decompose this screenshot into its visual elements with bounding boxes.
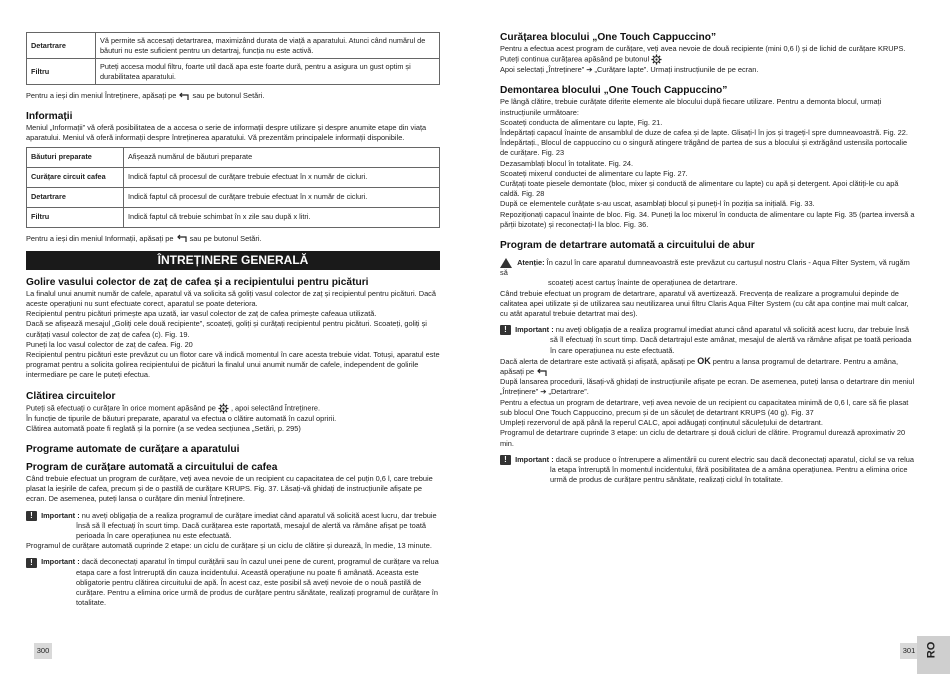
program-2etape: Programul de curățare automată cuprinde 2 etape: un ciclu de curățare și un ciclu de clătire și durează, în medie, 13 minute.: [26, 541, 432, 551]
gear-icon: [651, 54, 662, 65]
table-key: Detartrare: [27, 33, 96, 59]
table-value: Indică faptul că trebuie schimbat în x zile sau după x litri.: [124, 207, 440, 227]
exit-info-text: Pentru a ieși din meniul Informații, apăsați pe sau pe butonul Setări.: [26, 233, 262, 243]
clatirea-paragraph: Puteți să efectuați o curățare în orice moment apăsând pe , apoi selectând Întreținere.: [26, 403, 321, 413]
exit-maintenance-text: Pentru a ieși din meniul Întreținere, apăsați pe sau pe butonul Setări.: [26, 91, 265, 100]
important-exclamation-icon: !: [26, 558, 37, 568]
table-value: Afișează numărul de băuturi preparate: [124, 147, 440, 167]
gear-icon: [218, 403, 229, 414]
important-note-2: ! Important : dacă deconectați aparatul în timpul curățării sau în cazul unei pene de curent, programul de curățare va relua: [26, 557, 440, 567]
important-note-3: ! Important : nu aveți obligația de a realiza programul imediat atunci când aparatul vă solicită acest lucru, dar trebuie însă: [500, 325, 916, 335]
abur-paragraph: Pentru a efectua un program de detartrare, veți avea nevoie de un recipient cu capacitatea minimă de 0,6 l, care să fie plasat sub blocul One Touch Cappuccino, precum și de un săculeț de detartrant KRUPS (40 g). Fig. 37: [500, 397, 909, 417]
demontarea-step: După ce elementele curățate s-au uscat, asamblați blocul și puneți-l în poziția sa inițială. Fig. 33.: [500, 199, 815, 209]
important-note-3-rest: să îl efectuați în scurt timp. Dacă detartrajul este amânat, mesajul de alertă va rămâne afișat pe toată perioada în care operațiunea nu este efectuată.: [550, 335, 912, 355]
programe-title: Programe automate de curățare a aparatului: [26, 444, 240, 456]
clatirea-paragraph: În funcție de tipurile de băuturi preparate, aparatul va efectua o clătire automată în cazul opririi.: [26, 413, 337, 423]
right-page: [500, 0, 916, 485]
clatirea-title: Clătirea circuitelor: [26, 390, 116, 402]
table-value: Indică faptul că procesul de curățare trebuie efectuat în x număr de cicluri.: [124, 187, 440, 207]
table-key: Detartrare: [27, 187, 124, 207]
demontarea-title: Demontarea blocului „One Touch Cappuccino”: [500, 85, 728, 97]
golire-paragraph: Puneți la loc vasul colector de zaț de cafea. Fig. 20: [26, 339, 193, 349]
back-arrow-icon: [536, 368, 548, 377]
table-value: Indică faptul că procesul de curățare trebuie efectuat în x număr de cicluri.: [124, 167, 440, 187]
important-note-4: ! Important : dacă se produce o întrerupere a alimentării cu curent electric sau dacă deconectați aparatul, ciclul se va relua: [500, 455, 916, 465]
back-arrow-icon: [178, 92, 190, 101]
golire-paragraph: Recipientul pentru picături primește apa uzată, iar vasul colector de zaț de cafea primește cafeaua utilizată.: [26, 309, 377, 319]
language-tab: [917, 636, 950, 674]
important-exclamation-icon: !: [500, 455, 511, 465]
important-note-1-rest: însă să îl efectuați în scurt timp. Dacă curățarea este raportată, mesajul de alertă va rămâne afișat pe toată perioada în care operațiunea nu este efectuată.: [76, 520, 427, 541]
golire-title: Golire vasului colector de zaț de cafea și a recipientului pentru picături: [26, 276, 369, 288]
section-banner: ÎNTREȚINERE GENERALĂ: [26, 251, 440, 270]
warning-triangle-icon: [500, 258, 512, 268]
table-key: Curățare circuit cafea: [27, 167, 124, 187]
table-key: Filtru: [27, 59, 96, 85]
info-title: Informații: [26, 111, 73, 123]
cc-line: Apoi selectați „Întreținere” ➔ „Curățare lapte”. Urmați instrucțiunile de pe ecran.: [500, 65, 759, 75]
left-page: [26, 0, 440, 608]
info-menu-table: [26, 147, 440, 228]
ok-line: Dacă alerta de detartrare este activată și afișată, apăsați pe OK pentru a lansa programul de detartrare. Pentru a amâna, apăsați pe: [500, 355, 899, 377]
clatirea-paragraph: Clătirea automată poate fi reglată și la pornire (a se vedea secțiunea „Setări, p. 295): [26, 423, 301, 433]
abur-paragraph: Programul de detartrare cuprinde 3 etape: un ciclu de detartrare și două cicluri de clătire. Programul durează aproximativ 20 min.: [500, 428, 906, 448]
abur-paragraph: Umpleți rezervorul de apă până la reperul CALC, apoi adăugați conținutul săculețului de detartrant.: [500, 418, 823, 428]
demontarea-step: Îndepărtați., Blocul de cappuccino cu o singură atingere trăgând de partea de sus a blocului și extrăgând ustensila portocalie de curățare. Fig. 23: [500, 138, 908, 158]
cappuccino-clean-title: Curățarea blocului „One Touch Cappuccino”: [500, 32, 717, 43]
demontarea-step: Dezasamblați blocul în totalitate. Fig. 24.: [500, 158, 634, 168]
table-key: Filtru: [27, 207, 124, 227]
important-note-4-rest: la etapa întreruptă în momentul incidentului, fără posibilitatea de a amâna operațiunea. Pentru a elimina orice urmă de produs de curățare pentru sănătate, realizați ciclul în totalitate.: [550, 464, 908, 485]
table-key: Băuturi preparate: [27, 147, 124, 167]
info-text: Meniul „Informații” vă oferă posibilitatea de a accesa o serie de informații despre utilizare și despre anumite etape din viața aparatului. Meniul vă oferă informații despre întreținerea aparatului. Vă prezentăm principalele informații disponibile.: [26, 123, 427, 143]
important-exclamation-icon: !: [500, 325, 511, 335]
atentie-note: Atenție: În cazul în care aparatul dumneavoastră este prevăzut cu cartușul nostru Claris - Aqua Filter System, vă rugăm să: [500, 258, 910, 278]
program-cafea-paragraph: Când trebuie efectuat un program de curățare, veți avea nevoie de un recipient cu capacitatea de cel puțin 0,6 l, care trebuie plasat la ieșirile de cafea, precum și de o pastilă de curățare KRUPS. Fig. 37. Lăsați-vă ghidați de instrucțiunile afișate pe ecran. De asemenea, puteți lansa o curățare din meniul Întreținere.: [26, 474, 433, 504]
demontarea-step: Pe lângă clătire, trebuie curățate diferite elemente ale blocului după fiecare utilizare. Pentru a demonta blocul, urmați instrucțiunile următoare:: [500, 97, 882, 117]
abur-title: Program de detartrare automată a circuitului de abur: [500, 240, 755, 252]
demontarea-step: Îndepărtați capacul înainte de ansamblul de duze de cafea și de lapte. Glisați-l în jos și trageți-l spre dumneavoastră. Fig. 22.: [500, 128, 908, 138]
important-exclamation-icon: !: [26, 511, 37, 521]
atentie-note-rest: scoateți acest cartuș înainte de operațiunea de detartrare.: [548, 278, 738, 288]
important-note-2-rest: etapa care a fost întreruptă din cauza incidentului. Această operațiune nu poate fi amânată. Aceasta este obligatorie pentru clătirea circuitului de apă. În acest caz, este posibil să aveți nevoie de o nouă pastilă de curățare. Pentru a elimina orice urmă de produs de curățare pentru sănătate, realizați programul de curățare în totalitate.: [76, 567, 438, 608]
important-note-1: ! Important : nu aveți obligația de a realiza programul de curățare imediat când aparatul vă solicită acest lucru, dar trebuie: [26, 511, 440, 521]
table-value: Vă permite să accesați detartrarea, maximizând durata de viață a aparatului. Atunci când numărul de băuturi nu este suficient pentru un detartraj, funcția nu este activă.: [96, 33, 440, 59]
cc-line: Pentru a efectua acest program de curățare, veți avea nevoie de două recipiente (mini 0,6 l) și de lichid de curățare KRUPS.: [500, 44, 906, 53]
demontarea-step: Repoziționați capacul înainte de bloc. Fig. 34. Puneți la loc mixerul în conducta de alimentare cu lapte Fig. 35 (partea inversă a părții bizotate) și reconectați-l la bloc. Fig. 36.: [500, 209, 915, 229]
language-tab-label: RO: [925, 641, 938, 659]
page-number-left: 300: [34, 643, 52, 659]
ok-button-glyph: OK: [697, 355, 711, 366]
abur-paragraph: Când trebuie efectuat un program de detartrare, aparatul vă avertizează. Frecvența de realizare a programului depinde de calitatea apei utilizate și de utilizarea sau neutilizarea unui filtru Claris Aqua Filter System (cu cât apa conține mai mult calcar, cu atât aparatul trebuie detartrat mai des).: [500, 288, 909, 319]
program-cafea-title: Program de curățare automată a circuitului de cafea: [26, 462, 278, 474]
golire-paragraph: Dacă se afișează mesajul „Goliți cele două recipiente”, scoateți, goliți și curățați recipientul pentru picături. Scoateți, goliți și curățați vasul colector de zaț de cafea (c). Fig. 19.: [26, 319, 427, 339]
demontarea-step: Scoateți mixerul conductei de alimentare cu lapte Fig. 27.: [500, 168, 688, 178]
demontarea-step: Scoateți conducta de alimentare cu lapte, Fig. 21.: [500, 117, 663, 127]
golire-paragraph: Recipientul pentru picături este prevăzut cu un flotor care vă indică momentul în care acesta trebuie vidat. Totuși, aparatul este programat pentru a solicita golirea recipientului de picături la finalul unui anumit număr de cafele, independent de golirile intermediare pe care le puteți efectua.: [26, 350, 440, 380]
back-arrow-icon: [176, 234, 188, 243]
cc-line: Puteți continua curățarea apăsând pe butonul: [500, 54, 916, 65]
abur-paragraph: După lansarea procedurii, lăsați-vă ghidați de instrucțiunile afișate pe ecran. De asemenea, puteți lansa o detartrare din meniul „Întreținere” ➔ „Detartrare”.: [500, 377, 915, 397]
table-value: Puteți accesa modul filtru, foarte util dacă apa este foarte dură, pentru a asigura un gust optim și durabilitatea aparatului.: [96, 59, 440, 85]
page-number-right: 301: [900, 643, 918, 659]
golire-paragraph: La finalul unui anumit număr de cafele, aparatul vă va solicita să goliți vasul colector de zaț și recipientul pentru picături. Dacă aceste operațiuni nu sunt efectuate corect, aparatul se poate deteriora.: [26, 288, 436, 309]
maintenance-menu-table: [26, 32, 440, 85]
demontarea-step: Curățați toate piesele demontate (bloc, mixer și conductă de alimentare cu lapte) cu apă și detergent. Apoi clătiți-le cu apă caldă. Fig. 28: [500, 179, 899, 199]
